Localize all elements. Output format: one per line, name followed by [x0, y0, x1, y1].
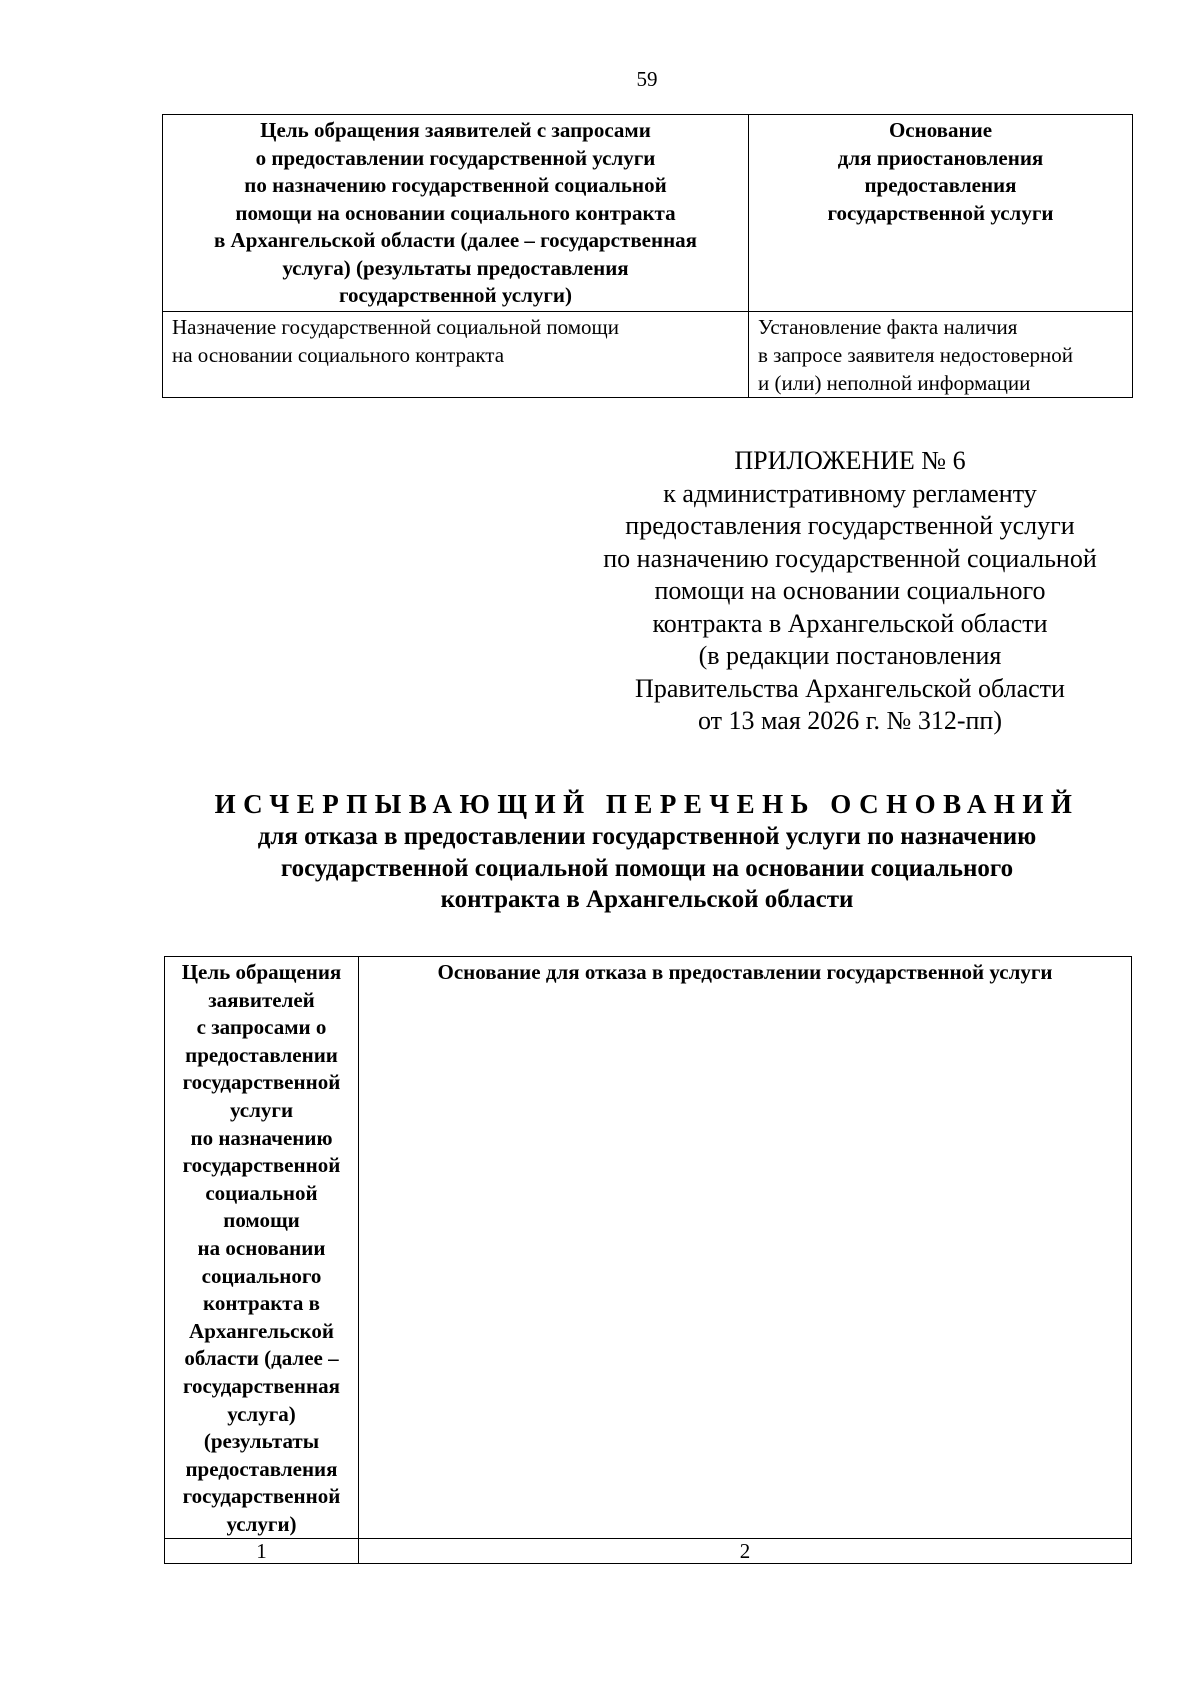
table-header-row	[163, 115, 1133, 312]
purpose-cell: Назначение государственной социальной помощи на основании социального контракта	[163, 311, 749, 397]
table-row	[163, 311, 1133, 397]
list-subtitle: для отказа в предоставлении государственной услуги по назначению государственной социальной помощи на основании социального контракта в Архангельской области	[257, 823, 1037, 913]
column-numbers-row	[165, 1539, 1132, 1564]
suspension-basis-cell: Установление факта наличия в запросе заявителя недостоверной и (или) неполной информации	[749, 311, 1133, 397]
header-refusal-basis-cell: Основание для отказа в предоставлении государственной услуги	[359, 957, 1132, 1539]
list-title: ИСЧЕРПЫВАЮЩИЙ ПЕРЕЧЕНЬ ОСНОВАНИЙ	[214, 789, 1080, 819]
suspension-grounds-table	[162, 114, 1133, 398]
table-header-row	[165, 957, 1132, 1539]
header-purpose-cell: Цель обращения заявителей с запросами о предоставлении государственной услуги по назначению государственной социальной помощи на основании социального контракта в Архангельской области (далее – государственная услуга) (результаты предоставления государственной услуги)	[165, 957, 359, 1539]
header-purpose-cell: Цель обращения заявителей с запросами о предоставлении государственной услуги по назначению государственной социальной помощи на основании социального контракта в Архангельской области (далее – государственная услуга) (результаты предоставления государственной услуги)	[163, 115, 749, 312]
column-number-1: 1	[165, 1539, 359, 1564]
refusal-grounds-table	[164, 956, 1132, 1564]
appendix-header: ПРИЛОЖЕНИЕ № 6 к административному регламенту предоставления государственной услуги по назначению государственной социальной помощи на основании социального контракта в Архангельской области (в редакции постановления Правительства Архангельской области от 13 мая 2026 г. № 312-пп)	[603, 446, 1097, 735]
page-number: 59	[636, 67, 658, 91]
column-number-2: 2	[359, 1539, 1132, 1564]
header-suspension-basis-cell: Основание для приостановления предоставления государственной услуги	[749, 115, 1133, 312]
